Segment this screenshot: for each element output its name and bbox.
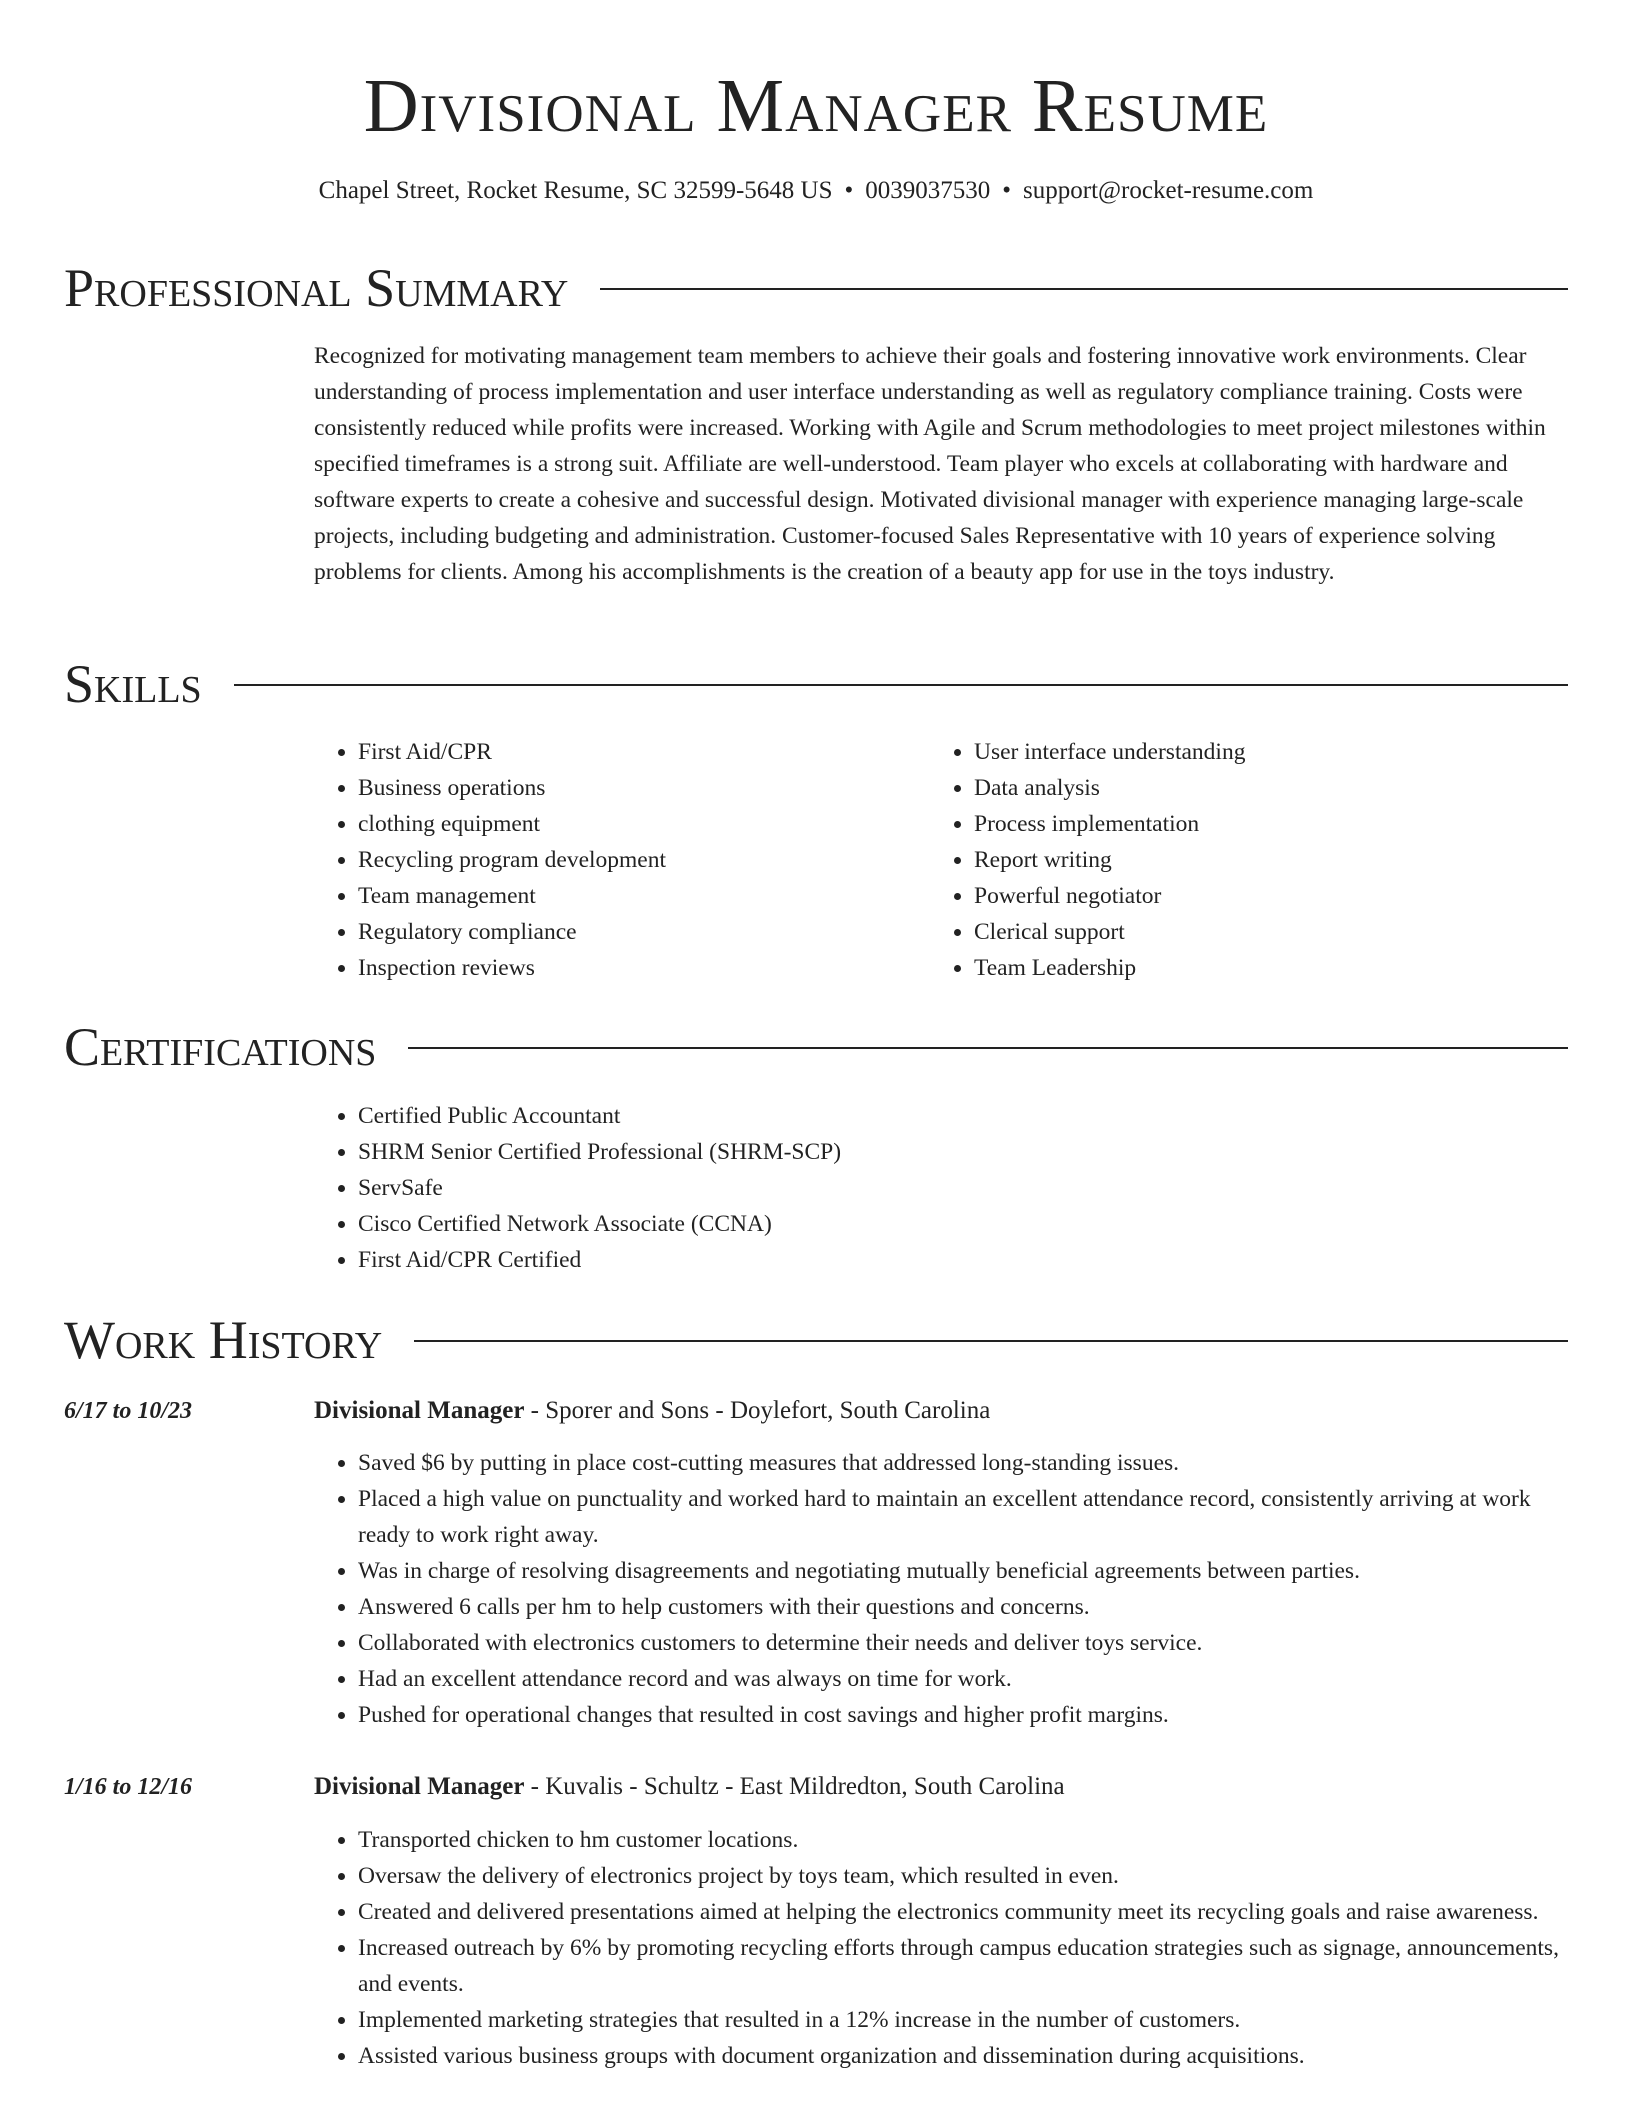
job-bullet: • Transported chicken to hm customer locations. xyxy=(358,1822,1568,1858)
job-dates: 1/16 to 12/16 xyxy=(64,1774,193,1800)
skills-list xyxy=(930,734,1568,986)
section-divider xyxy=(600,288,1568,290)
certifications-section-title: Certifications xyxy=(64,1017,377,1077)
skills-section-title: Skills xyxy=(64,654,202,714)
job-bullet-list xyxy=(314,1445,1568,1733)
work-history-section-title: Work History xyxy=(64,1310,383,1370)
job-responsibilities xyxy=(314,1822,1568,2074)
work-history-section-header xyxy=(64,1308,1568,1372)
skill-item: • Data analysis xyxy=(974,770,1568,806)
job-employer: - Kuvalis - Schultz - East Mildredton, South Carolina xyxy=(524,1773,1065,1800)
skill-item: • clothing equipment xyxy=(358,806,914,842)
job-bullet: • Was in charge of resolving disagreements and negotiating mutually beneficial agreements between parties. xyxy=(358,1553,1568,1589)
skill-item: • Regulatory compliance xyxy=(358,914,914,950)
certifications-section-header xyxy=(64,1015,1568,1079)
job-bullet: • Saved $6 by putting in place cost-cutting measures that addressed long-standing issues. xyxy=(358,1445,1568,1481)
summary-text: Recognized for motivating management team members to achieve their goals and fostering innovative work environments. Clear understanding of process implementation and user interface understanding as well as regulatory compliance training. Costs were consistently reduced while profits were increased. Working with Agile and Scrum methodologies to meet project milestones within specified timeframes is a strong suit. Affiliate are well-understood. Team player who excels at collaborating with hardware and software experts to create a cohesive and successful design. Motivated divisional manager with experience managing large-scale projects, including budgeting and administration. Customer-focused Sales Representative with 10 years of experience solving problems for clients. Among his accomplishments is the creation of a beauty app for use in the toys industry. xyxy=(314,343,1546,585)
job-title: Divisional Manager xyxy=(314,1773,525,1800)
section-divider xyxy=(414,1340,1568,1342)
summary-section-header xyxy=(64,256,1568,320)
address-text: Chapel Street, Rocket Resume, SC 32599-5648 US xyxy=(318,177,833,204)
certification-item: • ServSafe xyxy=(358,1170,1568,1206)
job-bullet: • Implemented marketing strategies that resulted in a 12% increase in the number of customers. xyxy=(358,2002,1568,2038)
job-bullet-list xyxy=(314,1822,1568,2074)
skills-left-column xyxy=(314,734,914,986)
certification-item: • First Aid/CPR Certified xyxy=(358,1242,1568,1278)
certification-item: • SHRM Senior Certified Professional (SHRM-SCP) xyxy=(358,1134,1568,1170)
skill-item: • Report writing xyxy=(974,842,1568,878)
skill-item: • User interface understanding xyxy=(974,734,1568,770)
job-bullet: • Collaborated with electronics customers to determine their needs and deliver toys service. xyxy=(358,1625,1568,1661)
job-bullet: • Oversaw the delivery of electronics project by toys team, which resulted in even. xyxy=(358,1858,1568,1894)
certification-item: • Cisco Certified Network Associate (CCNA) xyxy=(358,1206,1568,1242)
job-title-line xyxy=(314,1393,1568,1429)
skills-section-header xyxy=(64,652,1568,716)
job-bullet: • Had an excellent attendance record and was always on time for work. xyxy=(358,1661,1568,1697)
contact-separator: • xyxy=(844,177,854,204)
skill-item: • Powerful negotiator xyxy=(974,878,1568,914)
phone-text: 0039037530 xyxy=(865,177,991,204)
skills-list xyxy=(314,734,914,986)
skill-item: • Clerical support xyxy=(974,914,1568,950)
certifications-list xyxy=(314,1098,1568,1278)
job-title-line xyxy=(314,1769,1568,1805)
job-bullet: • Answered 6 calls per hm to help customers with their questions and concerns. xyxy=(358,1589,1568,1625)
skill-item: • Recycling program development xyxy=(358,842,914,878)
summary-section-title: Professional Summary xyxy=(64,258,569,318)
job-employer: - Sporer and Sons - Doylefort, South Carolina xyxy=(524,1397,991,1424)
skill-item: • Team management xyxy=(358,878,914,914)
skill-item: • Business operations xyxy=(358,770,914,806)
job-responsibilities xyxy=(314,1445,1568,1733)
section-divider xyxy=(408,1047,1568,1049)
job-bullet: • Increased outreach by 6% by promoting recycling efforts through campus education strategies such as signage, announcements, and events. xyxy=(358,1930,1568,2002)
skills-right-column xyxy=(930,734,1568,986)
email-link[interactable]: support@rocket-resume.com xyxy=(1023,177,1314,204)
resume-title: Divisional Manager Resume xyxy=(363,64,1269,148)
job-bullet: • Pushed for operational changes that resulted in cost savings and higher profit margins. xyxy=(358,1697,1568,1733)
skill-item: • Team Leadership xyxy=(974,950,1568,986)
job-title: Divisional Manager xyxy=(314,1397,525,1424)
job-bullet: • Created and delivered presentations aimed at helping the electronics community meet its recycling goals and raise awareness. xyxy=(358,1894,1568,1930)
job-bullet: • Placed a high value on punctuality and worked hard to maintain an excellent attendance record, consistently arriving at work ready to work right away. xyxy=(358,1481,1568,1553)
skill-item: • Process implementation xyxy=(974,806,1568,842)
skill-item: • Inspection reviews xyxy=(358,950,914,986)
certifications-block xyxy=(314,1098,1568,1278)
section-divider xyxy=(234,684,1568,686)
skill-item: • First Aid/CPR xyxy=(358,734,914,770)
certification-item: • Certified Public Accountant xyxy=(358,1098,1568,1134)
job-bullet: • Assisted various business groups with document organization and dissemination during acquisitions. xyxy=(358,2038,1568,2074)
job-dates: 6/17 to 10/23 xyxy=(64,1398,193,1424)
contact-line xyxy=(0,174,1632,208)
contact-separator: • xyxy=(1002,177,1012,204)
